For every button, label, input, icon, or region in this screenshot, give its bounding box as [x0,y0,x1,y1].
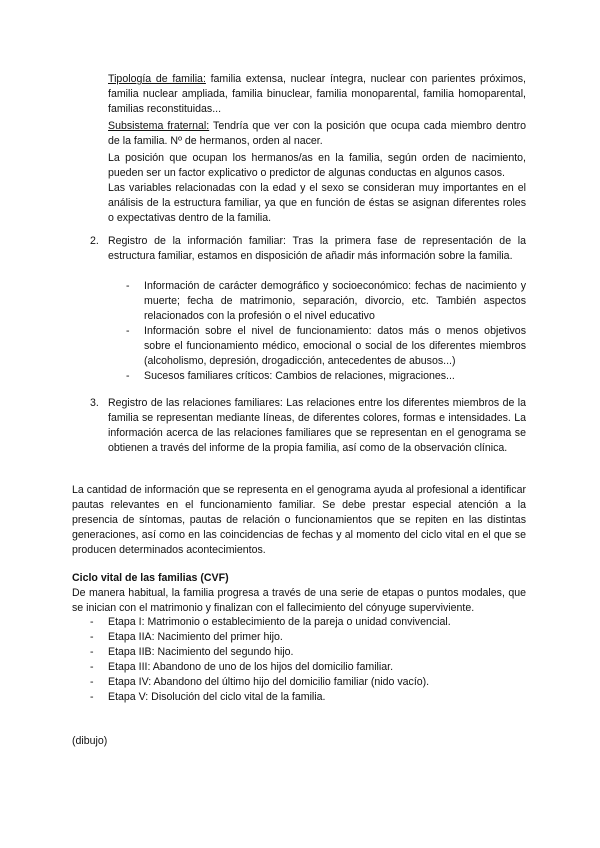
stage-6: Etapa V: Disolución del ciclo vital de la familia. [108,691,326,703]
tipologia-paragraph [108,72,526,117]
stage-4: Etapa III: Abandono de uno de los hijos del domicilio familiar. [108,661,394,673]
stage-2-dash: - [90,631,94,643]
variables-paragraph: Las variables relacionadas con la edad y el sexo se consideran muy importantes en el análisis de la estructura familiar, ya que en función de éstas se asignan diferentes roles o expectativas dentro de la familia. [108,182,526,224]
subitem-3-text: Sucesos familiares críticos: Cambios de relaciones, migraciones... [144,370,455,382]
subsistema-label: Subsistema fraternal: [108,120,210,132]
stage-4-dash: - [90,661,94,673]
subitem-1-dash: - [126,280,130,292]
dibujo-placeholder: (dibujo) [72,735,108,747]
subsistema-paragraph [108,119,526,149]
item-3-number: 3. [90,397,99,409]
subitem-3-dash: - [126,370,130,382]
stage-3-dash: - [90,646,94,658]
tipologia-label: Tipología de familia: [108,73,206,85]
cantidad-paragraph: La cantidad de información que se representa en el genograma ayuda al profesional a identificar pautas relevantes en el funcionamiento familiar. Se debe prestar especial atención a la presencia de síntomas, pautas de relación o funcionamientos que se repiten en las distintas generaciones, así como en las coincidencias de fechas y al momento del ciclo vital en el que se producen determinados acontecimientos. [72,484,526,556]
subitem-2-dash: - [126,325,130,337]
stage-2: Etapa IIA: Nacimiento del primer hijo. [108,631,283,643]
subsistema-text: Tendría que ver con la posición que ocupa cada miembro dentro de la familia. Nº de hermanos, orden al nacer. [108,120,526,147]
subitem-2-text: Información sobre el nivel de funcionamiento: datos más o menos objetivos sobre el funcionamiento médico, emocional o social de los diferentes miembros (alcoholismo, depresión, drogadicción, antecedentes de abusos...) [144,325,526,367]
tipologia-text: familia extensa, nuclear íntegra, nuclear con parientes próximos, familia nuclear ampliada, familia binuclear, familia monoparental, familia homoparental, familias reconstituidas... [108,73,526,115]
stage-3: Etapa IIB: Nacimiento del segundo hijo. [108,646,294,658]
stage-6-dash: - [90,691,94,703]
cvf-intro: De manera habitual, la familia progresa a través de una serie de etapas o puntos modales, que se inician con el matrimonio y finalizan con el fallecimiento del cónyuge superviviente. [72,587,526,614]
cvf-heading: Ciclo vital de las familias (CVF) [72,572,229,584]
item-2-number: 2. [90,235,99,247]
stage-1-dash: - [90,616,94,628]
stage-5-dash: - [90,676,94,688]
posicion-paragraph: La posición que ocupan los hermanos/as en la familia, según orden de nacimiento, pueden ser un factor explicativo o predictor de algunas conductas en algunos casos. [108,152,526,179]
family-structure-block [108,72,526,226]
item-3-text: Registro de las relaciones familiares: Las relaciones entre los diferentes miembros de la familia se representan mediante líneas, de diferentes colores, formas e intensidades. La información acerca de las relaciones familiares que se representan en el genograma se obtienen a través del informe de la propia familia, así como de la observación clínica. [108,397,526,454]
stage-5: Etapa IV: Abandono del último hijo del domicilio familiar (nido vacío). [108,676,430,688]
item-2-text: Registro de la información familiar: Tras la primera fase de representación de la estructura familiar, estamos en disposición de añadir más información sobre la familia. [108,235,526,262]
stage-1: Etapa I: Matrimonio o establecimiento de la pareja o unidad convivencial. [108,616,451,628]
subitem-1-text: Información de carácter demográfico y socioeconómico: fechas de nacimiento y muerte; fecha de matrimonio, separación, divorcio, etc. También aspectos relacionados con la profesión o el nivel educativo [144,280,526,322]
